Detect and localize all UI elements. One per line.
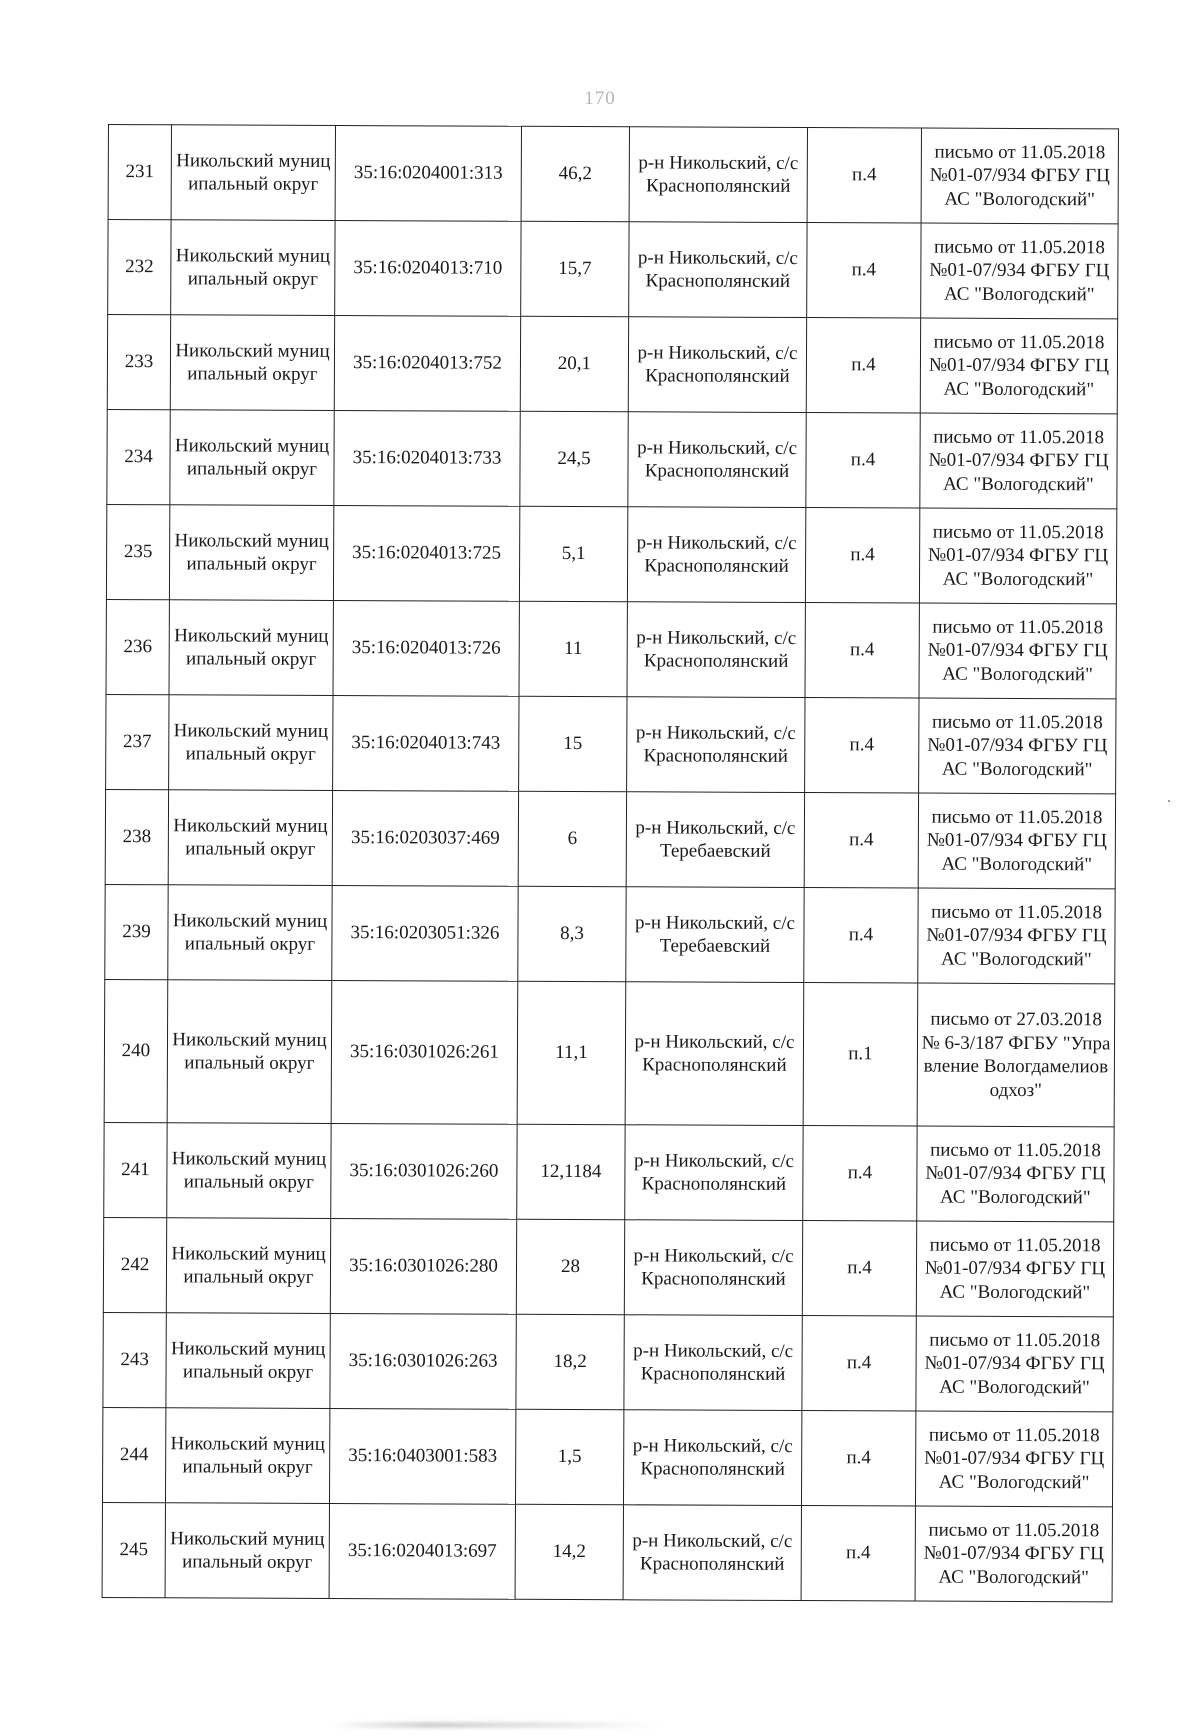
basis-document-cell: письмо от 27.03.2018 № 6-3/187 ФГБУ "Управление Вологдамелиоводхоз" [917,983,1115,1127]
table-row [103,1312,1113,1411]
district-cell: Никольский муниципальный округ [171,220,335,316]
clause-cell: п.4 [804,793,918,888]
area-cell: 20,1 [520,316,628,411]
area-cell: 24,5 [520,411,628,506]
row-number-cell: 237 [106,694,169,789]
district-cell: Никольский муниципальный округ [167,1123,331,1219]
area-cell: 46,2 [521,126,629,221]
table-row [105,789,1115,888]
table-row [106,694,1116,793]
clause-cell: п.4 [806,318,920,413]
row-number-cell: 231 [108,125,171,220]
district-cell: Никольский муниципальный округ [169,505,333,601]
clause-cell: п.4 [806,413,920,508]
clause-cell: п.4 [801,1506,915,1601]
basis-document-cell: письмо от 11.05.2018 №01-07/934 ФГБУ ГЦАС "Вологодский" [919,508,1116,604]
row-number-cell: 236 [106,599,169,694]
table-row [103,1217,1113,1316]
table-row [102,1407,1112,1506]
location-cell: р-н Никольский, с/с Краснополянский [623,1410,801,1506]
area-cell: 11 [519,601,627,696]
row-number-cell: 242 [103,1217,166,1312]
area-cell: 28 [516,1219,624,1314]
basis-document-cell: письмо от 11.05.2018 №01-07/934 ФГБУ ГЦАС "Вологодский" [920,413,1117,509]
cadastral-number-cell: 35:16:0301026:261 [331,980,518,1124]
table-body [102,125,1118,1602]
cadastral-number-cell: 35:16:0203051:326 [332,885,518,981]
land-plot-table [102,124,1119,1602]
area-cell: 1,5 [515,1409,623,1504]
row-number-cell: 244 [102,1407,165,1502]
location-cell: р-н Никольский, с/с Теребаевский [626,792,804,888]
clause-cell: п.4 [803,1126,917,1221]
clause-cell: п.4 [801,1411,915,1506]
area-cell: 6 [518,791,626,886]
table-row [108,125,1118,224]
district-cell: Никольский муниципальный округ [168,885,332,981]
basis-document-cell: письмо от 11.05.2018 №01-07/934 ФГБУ ГЦАС "Вологодский" [918,888,1115,984]
scan-artifact [330,1722,660,1728]
clause-cell: п.4 [807,128,921,223]
area-cell: 18,2 [516,1314,624,1409]
district-cell: Никольский муниципальный округ [168,790,332,886]
district-cell: Никольский муниципальный округ [165,1408,329,1504]
cadastral-number-cell: 35:16:0301026:263 [330,1313,516,1409]
clause-cell: п.4 [807,223,921,318]
basis-document-cell: письмо от 11.05.2018 №01-07/934 ФГБУ ГЦАС "Вологодский" [916,1221,1113,1317]
location-cell: р-н Никольский, с/с Краснополянский [625,982,804,1126]
clause-cell: п.4 [805,508,919,603]
row-number-cell: 232 [108,220,171,315]
location-cell: р-н Никольский, с/с Краснополянский [628,317,806,413]
cadastral-number-cell: 35:16:0204013:733 [334,410,520,506]
area-cell: 5,1 [519,506,627,601]
basis-document-cell: письмо от 11.05.2018 №01-07/934 ФГБУ ГЦАС "Вологодский" [915,1411,1112,1507]
row-number-cell: 235 [106,504,169,599]
cadastral-number-cell: 35:16:0204013:697 [329,1503,515,1599]
cadastral-number-cell: 35:16:0204013:752 [334,315,520,411]
district-cell: Никольский муниципальный округ [170,410,334,506]
location-cell: р-н Никольский, с/с Краснополянский [624,1315,802,1411]
cadastral-number-cell: 35:16:0204013:725 [333,505,519,601]
table-row [105,884,1115,983]
area-cell: 15,7 [521,221,629,316]
row-number-cell: 238 [105,789,168,884]
district-cell: Никольский муниципальный округ [166,1313,330,1409]
clause-cell: п.4 [802,1221,916,1316]
row-number-cell: 243 [103,1312,166,1407]
basis-document-cell: письмо от 11.05.2018 №01-07/934 ФГБУ ГЦАС "Вологодский" [919,698,1116,794]
location-cell: р-н Никольский, с/с Краснополянский [623,1505,801,1601]
district-cell: Никольский муниципальный округ [171,125,335,221]
cadastral-number-cell: 35:16:0301026:280 [330,1218,516,1314]
district-cell: Никольский муниципальный округ [169,695,333,791]
location-cell: р-н Никольский, с/с Краснополянский [624,1220,802,1316]
row-number-cell: 239 [105,884,168,979]
row-number-cell: 240 [104,979,168,1122]
row-number-cell: 241 [104,1122,167,1217]
district-cell: Никольский муниципальный округ [165,1503,329,1599]
area-cell: 11,1 [517,981,626,1124]
clause-cell: п.4 [804,888,918,983]
basis-document-cell: письмо от 11.05.2018 №01-07/934 ФГБУ ГЦАС "Вологодский" [919,603,1116,699]
location-cell: р-н Никольский, с/с Краснополянский [627,602,805,698]
clause-cell: п.4 [805,698,919,793]
location-cell: р-н Никольский, с/с Краснополянский [627,697,805,793]
location-cell: р-н Никольский, с/с Краснополянский [629,222,807,318]
clause-cell: п.4 [802,1316,916,1411]
area-cell: 12,1184 [517,1124,625,1219]
cadastral-number-cell: 35:16:0403001:583 [329,1408,515,1504]
row-number-cell: 245 [102,1502,165,1597]
cadastral-number-cell: 35:16:0204013:726 [333,600,519,696]
basis-document-cell: письмо от 11.05.2018 №01-07/934 ФГБУ ГЦАС "Вологодский" [916,1316,1113,1412]
area-cell: 14,2 [515,1504,623,1599]
location-cell: р-н Никольский, с/с Краснополянский [629,127,807,223]
basis-document-cell: письмо от 11.05.2018 №01-07/934 ФГБУ ГЦАС "Вологодский" [921,223,1118,319]
district-cell: Никольский муниципальный округ [166,1218,330,1314]
cadastral-number-cell: 35:16:0204013:710 [335,220,521,316]
area-cell: 8,3 [518,886,626,981]
cadastral-number-cell: 35:16:0301026:260 [331,1123,517,1219]
cadastral-number-cell: 35:16:0204001:313 [335,125,521,221]
table-row [107,315,1117,414]
basis-document-cell: письмо от 11.05.2018 №01-07/934 ФГБУ ГЦАС "Вологодский" [917,1126,1114,1222]
location-cell: р-н Никольский, с/с Теребаевский [626,887,804,983]
location-cell: р-н Никольский, с/с Краснополянский [627,507,805,603]
clause-cell: п.1 [803,983,918,1126]
district-cell: Никольский муниципальный округ [167,980,332,1124]
basis-document-cell: письмо от 11.05.2018 №01-07/934 ФГБУ ГЦАС "Вологодский" [921,128,1118,224]
table-row [104,979,1115,1126]
clause-cell: п.4 [805,603,919,698]
area-cell: 15 [519,696,627,791]
table-row [102,1502,1112,1601]
basis-document-cell: письмо от 11.05.2018 №01-07/934 ФГБУ ГЦАС "Вологодский" [920,318,1117,414]
location-cell: р-н Никольский, с/с Краснополянский [628,412,806,508]
table-row [106,599,1116,698]
scan-speck [1168,800,1170,802]
basis-document-cell: письмо от 11.05.2018 №01-07/934 ФГБУ ГЦАС "Вологодский" [915,1506,1112,1602]
table-row [108,220,1118,319]
location-cell: р-н Никольский, с/с Краснополянский [625,1125,803,1221]
cadastral-number-cell: 35:16:0203037:469 [332,790,518,886]
row-number-cell: 234 [107,409,170,504]
district-cell: Никольский муниципальный округ [169,600,333,696]
table-row [104,1122,1114,1221]
cadastral-number-cell: 35:16:0204013:743 [333,695,519,791]
page-number: 170 [584,88,616,109]
district-cell: Никольский муниципальный округ [170,315,334,411]
row-number-cell: 233 [107,315,170,410]
table-row [107,409,1117,508]
basis-document-cell: письмо от 11.05.2018 №01-07/934 ФГБУ ГЦАС "Вологодский" [918,793,1115,889]
table-row [106,504,1116,603]
